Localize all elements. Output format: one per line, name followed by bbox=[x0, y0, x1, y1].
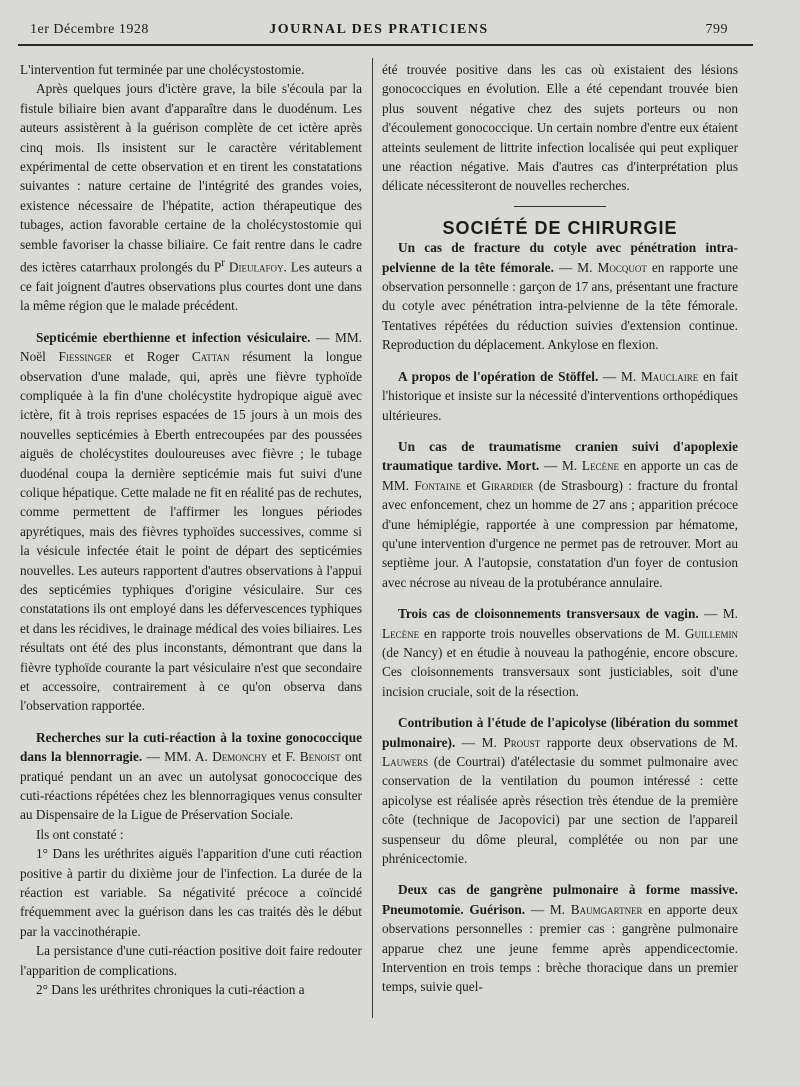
author-name: Dieulafoy bbox=[228, 259, 284, 275]
article-title: Trois cas de cloisonnements transversaux de vagin. bbox=[398, 606, 699, 622]
issue-date: 1er Décembre 1928 bbox=[30, 22, 149, 37]
author-name: Lauwers bbox=[382, 754, 429, 769]
paragraph: La persistance d'une cuti-réaction positive doit faire redouter l'apparition de complications. bbox=[20, 943, 362, 978]
author-name: Guillemin bbox=[684, 625, 738, 641]
paragraph: 1° Dans les uréthrites aiguës l'apparition d'une cuti réaction positive à partir du dixième jour de l'infection. La durée de la réaction est variable. Sa négativité précoce a coïncidé fréquemment avec la guérison dans les cas traités dès le début par la vaccinothérapie. bbox=[20, 846, 362, 939]
article-septicemie: Septicémie eberthienne et infection vésiculaire. — MM. Noël Fiessinger et Roger Cattan résument la longue observation d'une malade, qui, après une fièvre typhoïde compliquée à la fin d'une cholécystite hydropique aiguë avec ictère, fit à trois reprises espacées de 15 jours à un mois des nouvelles septicémies à Eberth entrecoupées par des poussées aiguës de cholécystites douloureuses avec fièvre ; le tubage duodénal coupa la dernière septicémie mais fut suivi d'une colique hépatique. Cette malade ne fit en réalité pas de rechutes, comme permettent de l'affirmer les longues périodes apyrétiques, mais des fièvres typhoïdes successives, comme si la vésicule infectée était le point de départ des septicémies nouvelles. Les auteurs rapportent d'autres observations à l'appui des septicémies typhiques d'origine vésiculaire. Sur ces constatations ils ont employé dans les défervescences typhiques et dans les récidives, le drainage médical des voies biliaires. Les résultats ont été des plus inconstants, démontrant que dans la fièvre typhoïde courante la part vésiculaire n'est que secondaire et accessoire, contrairement à ce qu'on observa dans l'observation rapportée. bbox=[20, 329, 362, 714]
paragraph: Après quelques jours d'ictère grave, la bile s'écoula par la fistule biliaire bien avant d'apparaître dans le duodénum. Les auteurs assistèrent à la guérison complète de cet ictère après cinq mois. Ils insistent sur le caractère véritablement expérimental de cette observation et en tirent les constatations suivantes : nature certaine de l'intégrité des grandes voies, existence nécessaire de l'hépatite, action thérapeutique des tubages, action favorable certaine de la cholécystostomie qui semble favoriser la chasse biliaire. Ce fait rentre dans le cadre des ictères catarrhaux prolongés du $P^r$ Dieulafoy. Les auteurs a ce fait joignent d'autres observations plus courtes dont une dans la même région que le malade précédent. bbox=[20, 81, 363, 314]
article-title: Un cas de traumatisme cranien suivi d'apoplexie traumatique tardive. Mort. bbox=[382, 438, 738, 474]
article-cuti-reaction: Recherches sur la cuti-réaction à la toxine gonococcique dans la blennorragie. — MM. A. Demonchy et F. Benoist ont pratiqué pendant un an avec un autolysat gonococcique des cuti-réactions répétées chez les blennorragiques venus consulter au Dispensaire de la Ligue de Préservation Sociale. bbox=[20, 729, 362, 823]
paragraph: Ils ont constaté : bbox=[36, 826, 124, 842]
author-name: Mocquot bbox=[597, 259, 647, 275]
author-name: Proust bbox=[503, 734, 541, 750]
author-name: Mauclaire bbox=[640, 368, 699, 384]
author-name: Cattan bbox=[191, 349, 230, 365]
author-name: Benoist bbox=[299, 749, 341, 765]
section-title: SOCIÉTÉ DE CHIRURGIE bbox=[442, 217, 678, 238]
author-name: Fiessinger bbox=[58, 349, 112, 365]
article-gangrene: Deux cas de gangrène pulmonaire à forme massive. Pneumotomie. Guérison. — M. Baumgartner en apporte deux observations personnelles : premier cas : gangrène pulmonaire apparue chez une jeune femme après appendicectomie. Intervention en trois temps : brèche thoracique dans un premier temps, suivie quel- bbox=[382, 882, 739, 995]
article-stoffel: A propos de l'opération de Stöffel. — M. Mauclaire en fait l'historique et insiste sur la nécessité d'interventions orthopédiques ultérieures. bbox=[382, 368, 738, 423]
author-name: Baumgartner bbox=[570, 901, 643, 917]
article-title: Deux cas de gangrène pulmonaire à forme massive. Pneumotomie. Guérison. bbox=[382, 882, 738, 917]
journal-title: JOURNAL DES PRATICIENS bbox=[269, 22, 489, 37]
author-name: Demonchy bbox=[212, 749, 268, 765]
section-rule bbox=[514, 206, 606, 207]
article-cotyle: Un cas de fracture du cotyle avec pénétration intra-pelvienne de la tête fémorale. — M. Mocquot en rapporte une observation personnelle : garçon de 17 ans, présentant une fracture du cotyle avec pénétration intra-pelvienne de la tête fémorale. Tentatives répétées du réduction suivies d'extension continue. Reproduction du déplacement. Ankylose en flexion. bbox=[382, 240, 738, 353]
left-column bbox=[20, 60, 362, 1000]
paragraph: 2° Dans les uréthrites chroniques la cuti-réaction a bbox=[36, 982, 305, 998]
author-name: Lecène bbox=[581, 458, 620, 474]
paragraph: L'intervention fut terminée par une cholécystostomie. bbox=[20, 62, 305, 77]
article-title: A propos de l'opération de Stöffel. bbox=[398, 368, 599, 384]
page-header bbox=[30, 22, 728, 42]
article-title: Contribution à l'étude de l'apicolyse (libération du sommet pulmonaire). bbox=[382, 715, 738, 750]
right-column bbox=[382, 60, 738, 997]
page-number: 799 bbox=[705, 22, 728, 37]
article-title: Un cas de fracture du cotyle avec pénétration intra-pelvienne de la tête fémorale. bbox=[382, 240, 738, 275]
article-vagin: Trois cas de cloisonnements transversaux de vagin. — M. Lecène en rapporte trois nouvelles observations de M. Guillemin (de Nancy) et en étudie à nouveau la pathogénie, encore obscure. Ces cloisonnements transversaux sont justiciables, soit d'une incision cruciale, soit de la résection. bbox=[382, 606, 738, 699]
article-title: Septicémie eberthienne et infection vésiculaire. bbox=[36, 329, 311, 345]
header-rule bbox=[18, 44, 753, 46]
article-title: Recherches sur la cuti-réaction à la toxine gonococcique dans la blennorragie. bbox=[20, 729, 362, 765]
article-traumatisme: Un cas de traumatisme cranien suivi d'apoplexie traumatique tardive. Mort. — M. Lecène en apporte un cas de MM. Fontaine et Girardier (de Strasbourg) : fracture du frontal avec enfoncement, chez un homme de 27 ans ; apparition précoce d'une hémiplégie, rapportée à une compression par hématome, qu'une intervention d'urgence ne permet pas de retrouver. Mort au septième jour. A l'autopsie, constatation d'un foyer de contusion avec nécrose au niveau de la protubérance annulaire. bbox=[382, 438, 739, 590]
paragraph: été trouvée positive dans les cas où existaient des lésions gonococciques en évolution. Elle a été cependant trouvée bien plus souvent négative chez des sujets porteurs ou non d'écoulement gonococcique. Un certain nombre d'entre eux étaient atteints seulement de littrite infection localisée qui peut expliquer une réaction négative. Mais d'autres cas d'interprétation plus délicate nécessiteront de nouvelles recherches. bbox=[382, 62, 738, 194]
column-divider bbox=[372, 58, 373, 1018]
author-name: Lecène bbox=[382, 625, 420, 641]
author-name: Girardier bbox=[481, 477, 534, 493]
article-apicolyse: Contribution à l'étude de l'apicolyse (libération du sommet pulmonaire). — M. Proust rapporte deux observations de M. Lauwers (de Courtrai) d'atélectasie du sommet pulmonaire avec conservation de la ventilation du poumon intéressé : cette apicolyse est réalisée après résection très étendue de la première côte (technique de Jacopovici) par une section de l'appareil suspenseur du dôme pleural, complétée ou non par une phrénicectomie. bbox=[382, 715, 738, 867]
author-name: Fontaine bbox=[414, 477, 461, 493]
